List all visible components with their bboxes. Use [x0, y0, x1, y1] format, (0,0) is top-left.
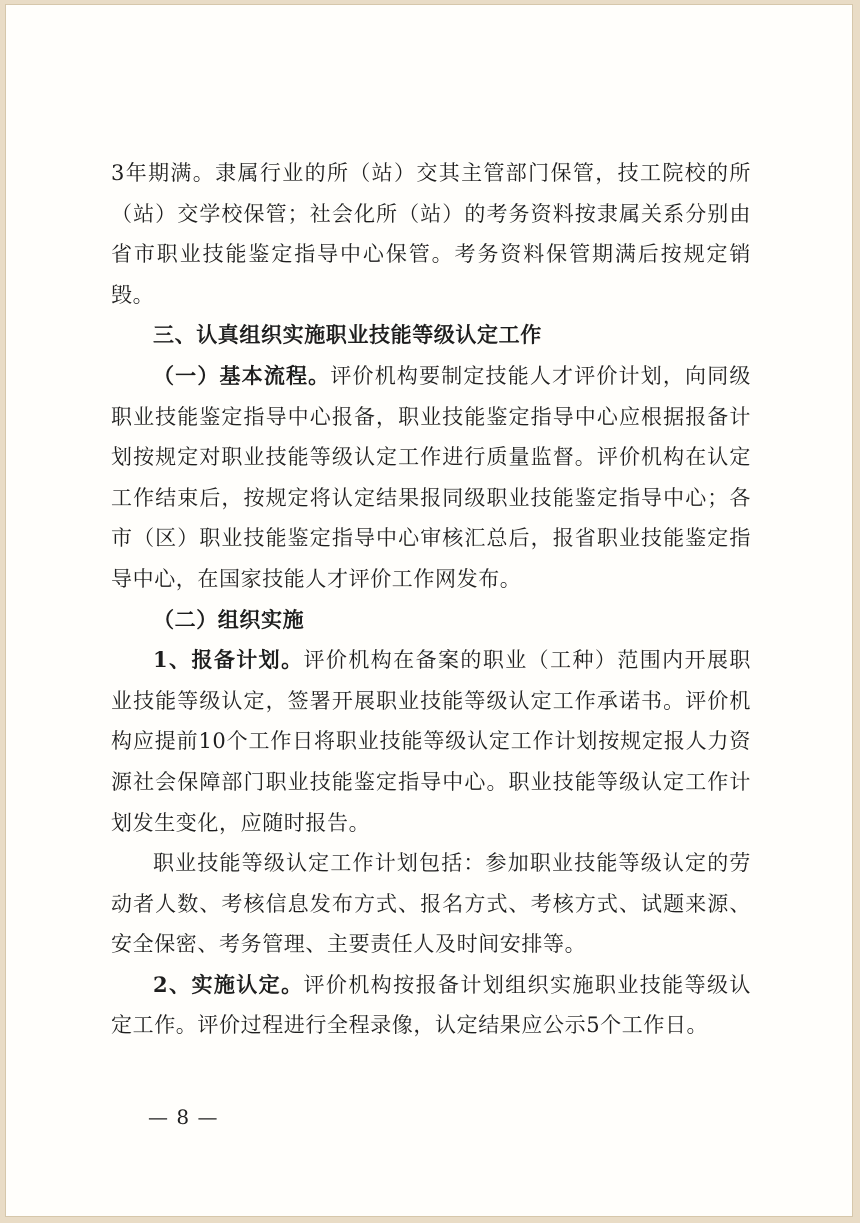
- subsection-label-basic-process: （一）基本流程。: [153, 362, 331, 388]
- page-number: — 8 —: [148, 1105, 219, 1129]
- document-page: [5, 4, 853, 1217]
- section-heading-3: 三、认真组织实施职业技能等级认定工作: [153, 323, 542, 348]
- subsection-heading-organize: （二）组织实施: [153, 606, 305, 632]
- paragraph-report-plan: [111, 640, 751, 843]
- paragraph-implement: [111, 965, 751, 1046]
- paragraph-archive-retention: 3年期满。隶属行业的所（站）交其主管部门保管，技工院校的所（站）交学校保管；社会化所（站）的考务资料按隶属关系分别由省市职业技能鉴定指导中心保管。考务资料保管期满后按规定销毁。: [111, 161, 751, 307]
- document-body: [111, 153, 751, 1046]
- item-label-report-plan: 1、报备计划。: [153, 647, 304, 673]
- implement-text: 评价机构按报备计划组织实施职业技能等级认定工作。评价过程进行全程录像，认定结果应公示5个工作日。: [111, 972, 751, 1038]
- paragraph-plan-contents: 职业技能等级认定工作计划包括：参加职业技能等级认定的劳动者人数、考核信息发布方式、报名方式、考核方式、试题来源、安全保密、考务管理、主要责任人及时间安排等。: [111, 851, 751, 957]
- paragraph-basic-process: [111, 356, 751, 600]
- basic-process-text: 评价机构要制定技能人才评价计划，向同级职业技能鉴定指导中心报备，职业技能鉴定指导中心应根据报备计划按规定对职业技能等级认定工作进行质量监督。评价机构在认定工作结束后，按规定将认定结果报同级职业技能鉴定指导中心；各市（区）职业技能鉴定指导中心审核汇总后，报省职业技能鉴定指导中心，在国家技能人才评价工作网发布。: [111, 363, 751, 591]
- item-label-implement: 2、实施认定。: [153, 971, 304, 997]
- report-plan-text: 评价机构在备案的职业（工种）范围内开展职业技能等级认定，签署开展职业技能等级认定工作承诺书。评价机构应提前10个工作日将职业技能等级认定工作计划按规定报人力资源社会保障部门职业技能鉴定指导中心。职业技能等级认定工作计划发生变化，应随时报告。: [111, 648, 751, 835]
